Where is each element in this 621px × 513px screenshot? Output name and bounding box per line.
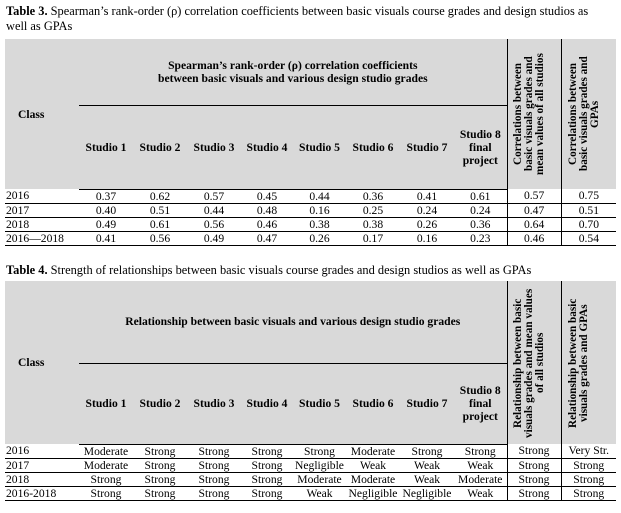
table-cell: Very Str. [561,444,616,458]
table-row [5,231,616,245]
table-cell: 0.70 [561,217,616,231]
table-row [5,458,616,472]
table-cell: Weak [467,486,494,500]
table4-caption-label: Table 4. [6,263,48,277]
table-cell: Strong [198,458,230,472]
table-cell: 0.75 [561,189,616,203]
table-row [5,486,616,500]
table-cell: 0.62 [149,189,171,203]
table-cell: 0.49 [203,231,225,245]
table-cell: 0.44 [203,203,225,217]
table-cell: 0.47 [256,231,278,245]
table-cell: Negligible [348,486,398,500]
table-cell: Strong [411,444,443,458]
table-cell: Strong [304,444,335,458]
table-cell: 0.16 [309,203,330,217]
table-cell: 0.46 [507,231,561,245]
table-row [5,472,616,486]
table-cell: Strong [507,472,561,486]
table-cell: Moderate [350,472,396,486]
table-cell: Strong [561,486,616,500]
table-cell: Weak [359,458,387,472]
table-cell: Moderate [350,444,396,458]
table-row [5,189,616,203]
table-cell-class: 2017 [6,458,30,472]
table4-header-studio2: Studio 2 [133,363,187,444]
table3-studio8-line3: project [462,153,498,167]
table-cell: Moderate [458,472,503,486]
table3-studio8-line1: Studio 8 [459,127,501,141]
table-cell: Moderate [297,472,342,486]
table3 [5,39,616,246]
table-cell: 0.40 [95,203,117,217]
table-cell: 0.16 [416,231,438,245]
table-cell: 0.24 [470,203,491,217]
table3-header-corr-mean-text: Correlations between basic visuals grades and mean values of all studios [512,53,547,175]
table-cell: Strong [464,444,496,458]
table3-header-corr-mean [507,39,561,189]
table-cell: 0.36 [362,189,384,203]
table-cell: 0.64 [507,217,561,231]
table4 [5,281,616,501]
table3-header-studio5: Studio 5 [293,105,346,189]
table-cell: Strong [198,444,230,458]
table-cell: 0.26 [416,217,438,231]
table4-header-studio5: Studio 5 [293,363,346,444]
table3-studio8-line2: final [469,140,492,154]
table-cell: Strong [251,486,283,500]
table-cell: 0.38 [362,217,384,231]
table4-studio8-line2: final [468,397,492,410]
table-cell: 0.61 [149,217,171,231]
table3-header-corr-gpa-text: Correlations between basic visuals grades and GPAs [566,56,601,172]
table-cell: 0.57 [507,189,561,203]
table-cell: 0.48 [256,203,278,217]
table4-header-studio1: Studio 1 [79,363,133,444]
table4-caption [6,263,618,278]
table-cell: 0.25 [362,203,384,217]
table-cell-class: 2018 [6,472,30,486]
table-cell: 0.45 [256,189,278,203]
table4-studio8-line1: Studio 8 [459,384,501,397]
table-cell: Strong [198,472,230,486]
table-cell: 0.44 [309,189,330,203]
table-cell-class: 2016 [6,189,30,203]
table-cell-class: 2018 [6,217,30,231]
table3-header-studio1: Studio 1 [79,105,133,189]
table4-header-studio4: Studio 4 [241,363,293,444]
table-cell: 0.54 [561,231,616,245]
table3-caption [6,4,606,34]
table4-header-rel-gpa [561,281,616,444]
table-cell-class: 2016-2018 [6,486,57,500]
table-cell: 0.24 [416,203,438,217]
table-cell: Strong [198,486,230,500]
table-cell: Moderate [83,458,129,472]
table-cell: Weak [413,458,441,472]
table-cell: Strong [561,458,616,472]
table-cell: Moderate [83,444,129,458]
table-cell: Weak [413,472,441,486]
table3-header-studio6: Studio 6 [346,105,400,189]
table-cell: 0.36 [470,217,491,231]
table-cell: 0.57 [203,189,225,203]
table-cell: 0.37 [95,189,117,203]
table-row [5,444,616,458]
table-cell: 0.61 [470,189,491,203]
table-cell: Negligible [402,486,452,500]
table3-header-studio4: Studio 4 [241,105,293,189]
table-cell: 0.51 [561,203,616,217]
table3-header-studio3: Studio 3 [187,105,241,189]
table-cell: Strong [507,486,561,500]
table-cell: Strong [251,444,283,458]
table3-header-group [79,39,507,105]
table4-header-rel-mean-text: Relationship between basic visuals grades and mean values of all studios [512,287,546,438]
table-cell-class: 2016—2018 [6,231,64,245]
table-row [5,203,616,217]
table4-header-class: Class [5,281,79,444]
table-cell: Strong [144,486,176,500]
table-cell-class: 2016 [6,444,30,458]
table4-header-rel-mean [507,281,561,444]
table3-header-class: Class [5,39,79,189]
table4-header-group: Relationship between basic visuals and various design studio grades [79,281,507,363]
table-cell: Negligible [295,458,344,472]
table-cell: Strong [561,472,616,486]
table3-header-group-line1: Spearman’s rank-order (ρ) correlation coefficients [168,58,418,72]
table3-header-studio2: Studio 2 [133,105,187,189]
table-cell: Strong [251,458,283,472]
table-cell: 0.26 [309,231,330,245]
table-cell: 0.23 [470,231,491,245]
table4-header-studio6: Studio 6 [346,363,400,444]
table-cell: Strong [144,458,176,472]
table-cell: 0.41 [416,189,438,203]
table-cell: 0.46 [256,217,278,231]
table-cell: Weak [467,458,494,472]
table4-header-studio8 [454,363,507,444]
table-cell-class: 2017 [6,203,30,217]
table-cell: Strong [251,472,283,486]
table3-header-studio7: Studio 7 [400,105,454,189]
table-cell: 0.41 [95,231,117,245]
table-cell: 0.56 [203,217,225,231]
table4-header-studio3: Studio 3 [187,363,241,444]
table3-header-group-line2: between basic visuals and various design studio grades [158,71,428,85]
table-row [5,217,616,231]
table-cell: 0.17 [362,231,384,245]
table3-header-studio8 [454,105,507,189]
table3-caption-text: Spearman’s rank-order (ρ) correlation coefficients between basic visuals course grades and design studios as well as GPAs [6,4,589,33]
table-cell: Strong [144,472,176,486]
table3-caption-label: Table 3. [6,4,48,18]
table4-header-studio7: Studio 7 [400,363,454,444]
table-cell: Weak [306,486,333,500]
table-cell: Strong [507,458,561,472]
table-cell: 0.38 [309,217,330,231]
table-cell: Strong [90,472,122,486]
table-cell: Strong [507,444,561,458]
table-cell: Strong [90,486,122,500]
table-cell: 0.49 [95,217,117,231]
table4-caption-text: Strength of relationships between basic visuals course grades and design studios as well as GPAs [50,263,532,277]
table4-studio8-line3: project [462,410,498,423]
table4-header-rel-gpa-text: Relationship between basic visuals grades and GPAs [566,297,590,428]
table-cell: 0.51 [149,203,171,217]
table3-header-corr-gpa [561,39,616,189]
table-cell: 0.47 [507,203,561,217]
table-cell: Strong [144,444,176,458]
table-cell: 0.56 [149,231,171,245]
